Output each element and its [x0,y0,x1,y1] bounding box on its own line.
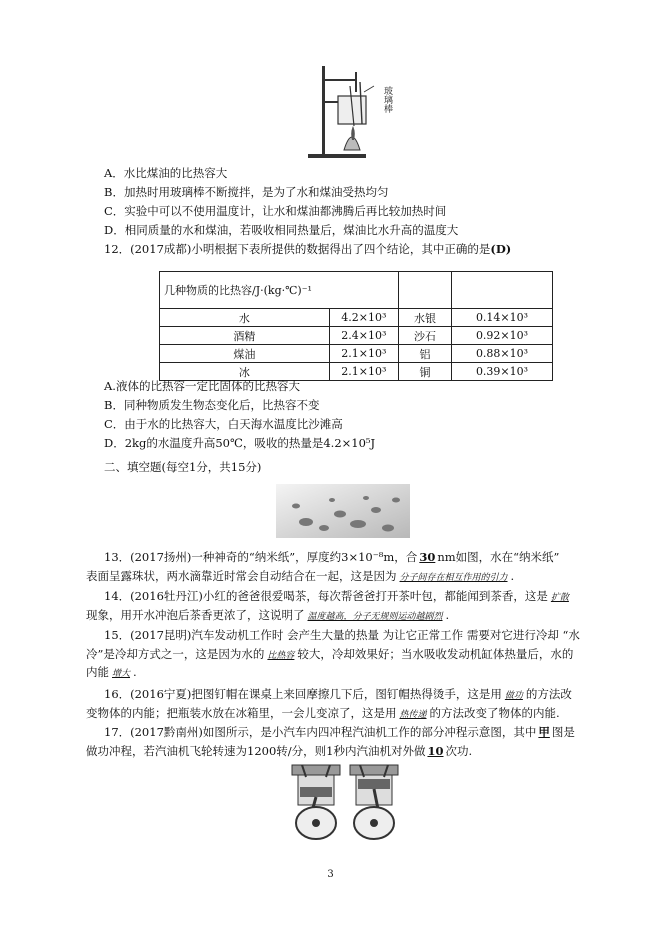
engine-figure-right [346,763,402,841]
q15-text: 内能 [86,665,109,679]
q16-answer-1: 做功 [504,691,523,701]
table-cell: 4.2×10³ [329,309,398,327]
table-cell: 水银 [399,309,452,327]
table-cell: 2.1×10³ [329,363,398,381]
q12-option-c: C．由于水的比热容大，白天海水温度比沙滩高 [104,417,343,431]
table-row [160,345,553,363]
q15-text: . [133,665,137,679]
q12-answer: (D) [490,242,512,256]
q13-text: 表面呈露珠状，两水滴靠近时常会自动结合在一起，这是因为 [86,569,397,583]
q13-line-2 [86,568,514,586]
table-cell: 2.1×10³ [329,345,398,363]
q17-line-2 [86,743,472,759]
engine-figure-left [288,763,344,841]
q16-line-1 [104,686,572,704]
nano-paper-photo [276,484,410,538]
q12-stem-text: 12．(2017成都)小明根据下表所提供的数据得出了四个结论，其中正确的是 [104,242,491,256]
table-cell: 2.4×10³ [329,327,398,345]
q12-stem [104,241,511,257]
q12-option-a: A.液体的比热容一定比固体的比热容大 [104,379,300,393]
table-cell: 煤油 [160,345,330,363]
q13-answer-1: 30 [419,550,436,564]
q15-line-2 [86,646,573,664]
q11-option-c: C．实验中可以不使用温度计，让水和煤油都沸腾后再比较加热时间 [104,204,447,218]
q11-option-a: A．水比煤油的比热容大 [104,166,228,180]
q16-text: 变物体的内能；把瓶装水放在冰箱里，一会儿变凉了，这是用 [86,706,397,720]
q12-option-b: B．同种物质发生物态变化后，比热容不变 [104,398,320,412]
q14-text: . [445,608,450,622]
table-row [160,327,553,345]
table-cell: 铜 [399,363,452,381]
q13-text: . [510,569,515,583]
q16-text: 的方法改 [525,687,572,701]
q13-text: 13．(2017扬州)一种神奇的“纳米纸”，厚度约3×10⁻⁸m，合 [104,550,418,564]
table-cell: 铝 [399,345,452,363]
q14-answer-1: 扩散 [550,593,569,603]
q13-text: nm如图，水在“纳米纸” [437,550,560,564]
q14-line-2 [86,607,449,625]
q16-text: 16．(2016宁夏)把图钉帽在课桌上来回摩擦几下后，图钉帽热得烫手，这是用 [104,687,502,701]
table-header-empty [452,272,553,309]
q16-line-2 [86,705,560,723]
table-cell: 酒精 [160,327,330,345]
section-title: 二、填空题(每空1分，共15分) [104,460,262,474]
table-header-empty [399,272,452,309]
q17-answer-2: 10 [427,744,444,758]
glass-rod-label: 玻璃棒 [382,86,392,113]
q17-text: 次功. [445,744,473,758]
q15-line-3 [86,664,137,682]
q16-text: 的方法改变了物体的内能. [429,706,560,720]
q11-option-b: B．加热时用玻璃棒不断搅拌，是为了水和煤油受热均匀 [104,185,389,199]
q11-option-d: D．相同质量的水和煤油，若吸收相同热量后，煤油比水升高的温度大 [104,223,459,237]
table-header-row [160,272,553,309]
specific-heat-table [159,271,553,381]
table-cell: 0.14×10³ [452,309,553,327]
table-header: 几种物质的比热容/J·(kg·℃)⁻¹ [160,272,399,309]
q17-text: 17．(2017黔南州)如图所示，是小汽车内四冲程汽油机工作的部分冲程示意图，其中 [104,725,537,739]
q14-text: 现象，用开水冲泡后茶香更浓了，这说明了 [86,608,305,622]
table-cell: 冰 [160,363,330,381]
q13-line-1 [104,549,559,565]
page-number: 3 [327,869,334,880]
q15-text: 较大，冷却效果好；当水吸收发动机缸体热量后，水的 [297,647,574,661]
q14-answer-2: 温度越高，分子无规则运动越剧烈 [307,612,443,622]
table-cell: 0.92×10³ [452,327,553,345]
q14-text: 14．(2016牡丹江)小红的爸爸很爱喝茶，每次帮爸爸打开茶叶包，都能闻到茶香，这是 [104,589,548,603]
q16-answer-2: 热传递 [399,710,427,720]
q15-answer-1: 比热容 [267,651,295,661]
q17-text: 做功冲程，若汽油机飞轮转速为1200转/分，则1秒内汽油机对外做 [86,744,426,758]
q12-option-d: D．2kg的水温度升高50℃，吸收的热量是4.2×10⁵J [104,436,376,450]
table-cell: 水 [160,309,330,327]
table-row [160,309,553,327]
q15-line-1: 15．(2017昆明)汽车发动机工作时 会产生大量的热量 为让它正常工作 需要对它进行冷却 “水 [104,628,580,642]
q15-answer-2: 增大 [112,669,131,679]
table-cell: 沙石 [399,327,452,345]
q17-answer-1: 甲 [538,725,550,739]
table-cell: 0.39×10³ [452,363,553,381]
q15-text: 冷”是冷却方式之一，这是因为水的 [86,647,265,661]
q14-line-1 [104,588,572,606]
table-cell: 0.88×10³ [452,345,553,363]
q17-text: 图是 [551,725,575,739]
q13-answer-2: 分子间存在相互作用的引力 [399,573,508,583]
q17-line-1 [104,724,575,740]
